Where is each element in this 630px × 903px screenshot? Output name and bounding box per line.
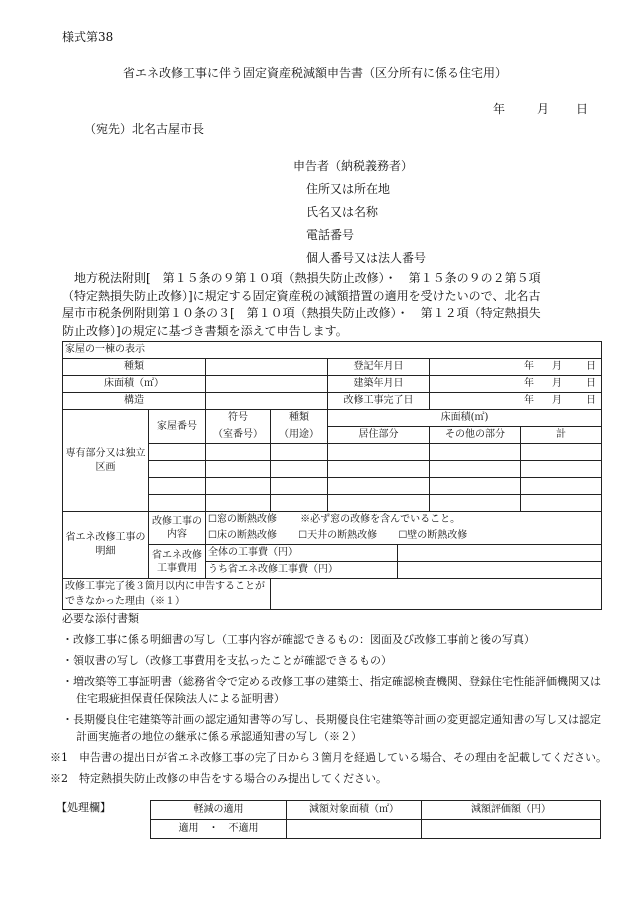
window-note: ※必ず窓の改修を含んでいること。 bbox=[300, 514, 461, 525]
work-options-row1 bbox=[206, 512, 602, 529]
eco-section-label: 省エネ改修工事の明細 bbox=[63, 512, 149, 579]
area-label: 床面積（㎡） bbox=[63, 376, 206, 393]
type-value[interactable] bbox=[206, 359, 328, 376]
applicant-id-label: 個人番号又は法人番号 bbox=[306, 251, 427, 265]
completed-date-value[interactable]: 年 月 日 bbox=[430, 393, 602, 410]
form-number: 様式第38 bbox=[62, 30, 114, 44]
structure-value[interactable] bbox=[206, 393, 328, 410]
area-value[interactable] bbox=[206, 376, 328, 393]
addressee: （宛先）北名古屋市長 bbox=[84, 122, 205, 136]
built-date-label: 建築年月日 bbox=[328, 376, 430, 393]
attachment-item: ・改修工事に係る明細書の写し（工事内容が確認できるもの：図面及び改修工事前と後の写真） bbox=[62, 633, 535, 646]
declaration-line: 防止改修）]の規定に基づき書類を添えて申告します。 bbox=[62, 323, 348, 338]
built-date-value[interactable]: 年 月 日 bbox=[430, 376, 602, 393]
type-label: 種類 bbox=[63, 359, 206, 376]
date-month-label: 月 bbox=[537, 102, 550, 116]
office-value-value[interactable] bbox=[422, 820, 601, 839]
attachments-heading: 必要な添付書類 bbox=[62, 612, 139, 625]
declaration-line: 地方税法附則[ 第１５条の９第１０項（熱損失防止改修）・ 第１５条の９の２第５項 bbox=[74, 271, 541, 285]
work-content-label: 改修工事の内容 bbox=[149, 512, 206, 545]
house-no-header: 家屋番号 bbox=[149, 410, 206, 444]
eco-cost-label: うち省エネ改修工事費（円） bbox=[206, 562, 398, 579]
office-apply-options[interactable]: 適用 ・ 不適用 bbox=[151, 820, 287, 839]
declaration-text bbox=[62, 270, 602, 340]
wall-checkbox[interactable]: ☐壁の断熱改修 bbox=[398, 530, 468, 541]
symbol-header: 符号 bbox=[206, 410, 271, 427]
usage-header: （用途） bbox=[271, 427, 328, 444]
office-use-table bbox=[150, 800, 601, 839]
structure-label: 構造 bbox=[63, 393, 206, 410]
total-cost-value[interactable] bbox=[398, 545, 602, 562]
unit-section-label: 専有部分又は独立区画 bbox=[63, 410, 149, 512]
cost-label: 省エネ改修工事費用 bbox=[149, 545, 206, 579]
work-options-row2 bbox=[206, 528, 602, 545]
late-reason-value[interactable] bbox=[271, 579, 602, 610]
declaration-line: 屋市市税条例附則第１０条の３[ 第１０項（熱損失防止改修）・ 第１２項（特定熱損失 bbox=[62, 306, 541, 320]
building-header: 家屋の一棟の表示 bbox=[63, 342, 206, 359]
registered-date-value[interactable]: 年 月 日 bbox=[430, 359, 602, 376]
declaration-line: （特定熱損失防止改修）]に規定する固定資産税の減額措置の適用を受けたいので、北名古 bbox=[62, 288, 541, 303]
office-header-value: 減額評価額（円） bbox=[422, 801, 601, 820]
form-title: 省エネ改修工事に伴う固定資産税減額申告書（区分所有に係る住宅用） bbox=[122, 66, 507, 80]
completed-date-label: 改修工事完了日 bbox=[328, 393, 430, 410]
office-header-apply: 軽減の適用 bbox=[151, 801, 287, 820]
living-header: 居住部分 bbox=[328, 427, 430, 444]
note-2: ※2 特定熱損失防止改修の申告をする場合のみ提出してください。 bbox=[50, 772, 387, 785]
kind-header: 種類 bbox=[271, 410, 328, 427]
other-header: その他の部分 bbox=[430, 427, 521, 444]
ceiling-checkbox[interactable]: ☐天井の断熱改修 bbox=[298, 530, 378, 541]
registered-date-label: 登記年月日 bbox=[328, 359, 430, 376]
total-header: 計 bbox=[521, 427, 602, 444]
attachment-item: ・領収書の写し（改修工事費用を支払ったことが確認できるもの） bbox=[62, 654, 392, 667]
window-checkbox[interactable]: ☐窓の断熱改修 bbox=[208, 514, 277, 525]
applicant-name-label: 氏名又は名称 bbox=[306, 205, 379, 219]
late-reason-label: 改修工事完了後３箇月以内に申告することができなかった理由（※１） bbox=[63, 579, 271, 610]
applicant-heading: 申告者（納税義務者） bbox=[293, 159, 414, 173]
applicant-phone-label: 電話番号 bbox=[306, 228, 355, 242]
attachment-item: ・増改築等工事証明書（総務省令で定める改修工事の建築士、指定確認検査機関、登録住宅性能評価機関又は住宅瑕疵担保責任保険法人による証明書） bbox=[62, 675, 601, 705]
building-table bbox=[62, 341, 602, 610]
building-header-value[interactable] bbox=[206, 342, 602, 359]
eco-cost-value[interactable] bbox=[398, 562, 602, 579]
date-year-label: 年 bbox=[493, 102, 506, 116]
floor-area-header: 床面積(㎡) bbox=[328, 410, 602, 427]
attachment-item: ・長期優良住宅建築等計画の認定通知書等の写し、長期優良住宅建築等計画の変更認定通知書の写し又は認定計画実施者の地位の継承に係る承認通知書の写し（※２） bbox=[62, 713, 601, 743]
floor-checkbox[interactable]: ☐床の断熱改修 bbox=[208, 530, 277, 541]
date-day-label: 日 bbox=[576, 102, 589, 116]
total-cost-label: 全体の工事費（円） bbox=[206, 545, 398, 562]
note-1: ※1 申告書の提出日が省エネ改修工事の完了日から３箇月を経過している場合、その理由を記載してください。 bbox=[50, 751, 607, 764]
attachments-section bbox=[50, 610, 607, 787]
applicant-address-label: 住所又は所在地 bbox=[306, 182, 391, 196]
office-area-value[interactable] bbox=[287, 820, 422, 839]
room-no-header: （室番号） bbox=[206, 427, 271, 444]
office-header-area: 減額対象面積（㎡） bbox=[287, 801, 422, 820]
office-use-label: 【処理欄】 bbox=[56, 801, 111, 814]
